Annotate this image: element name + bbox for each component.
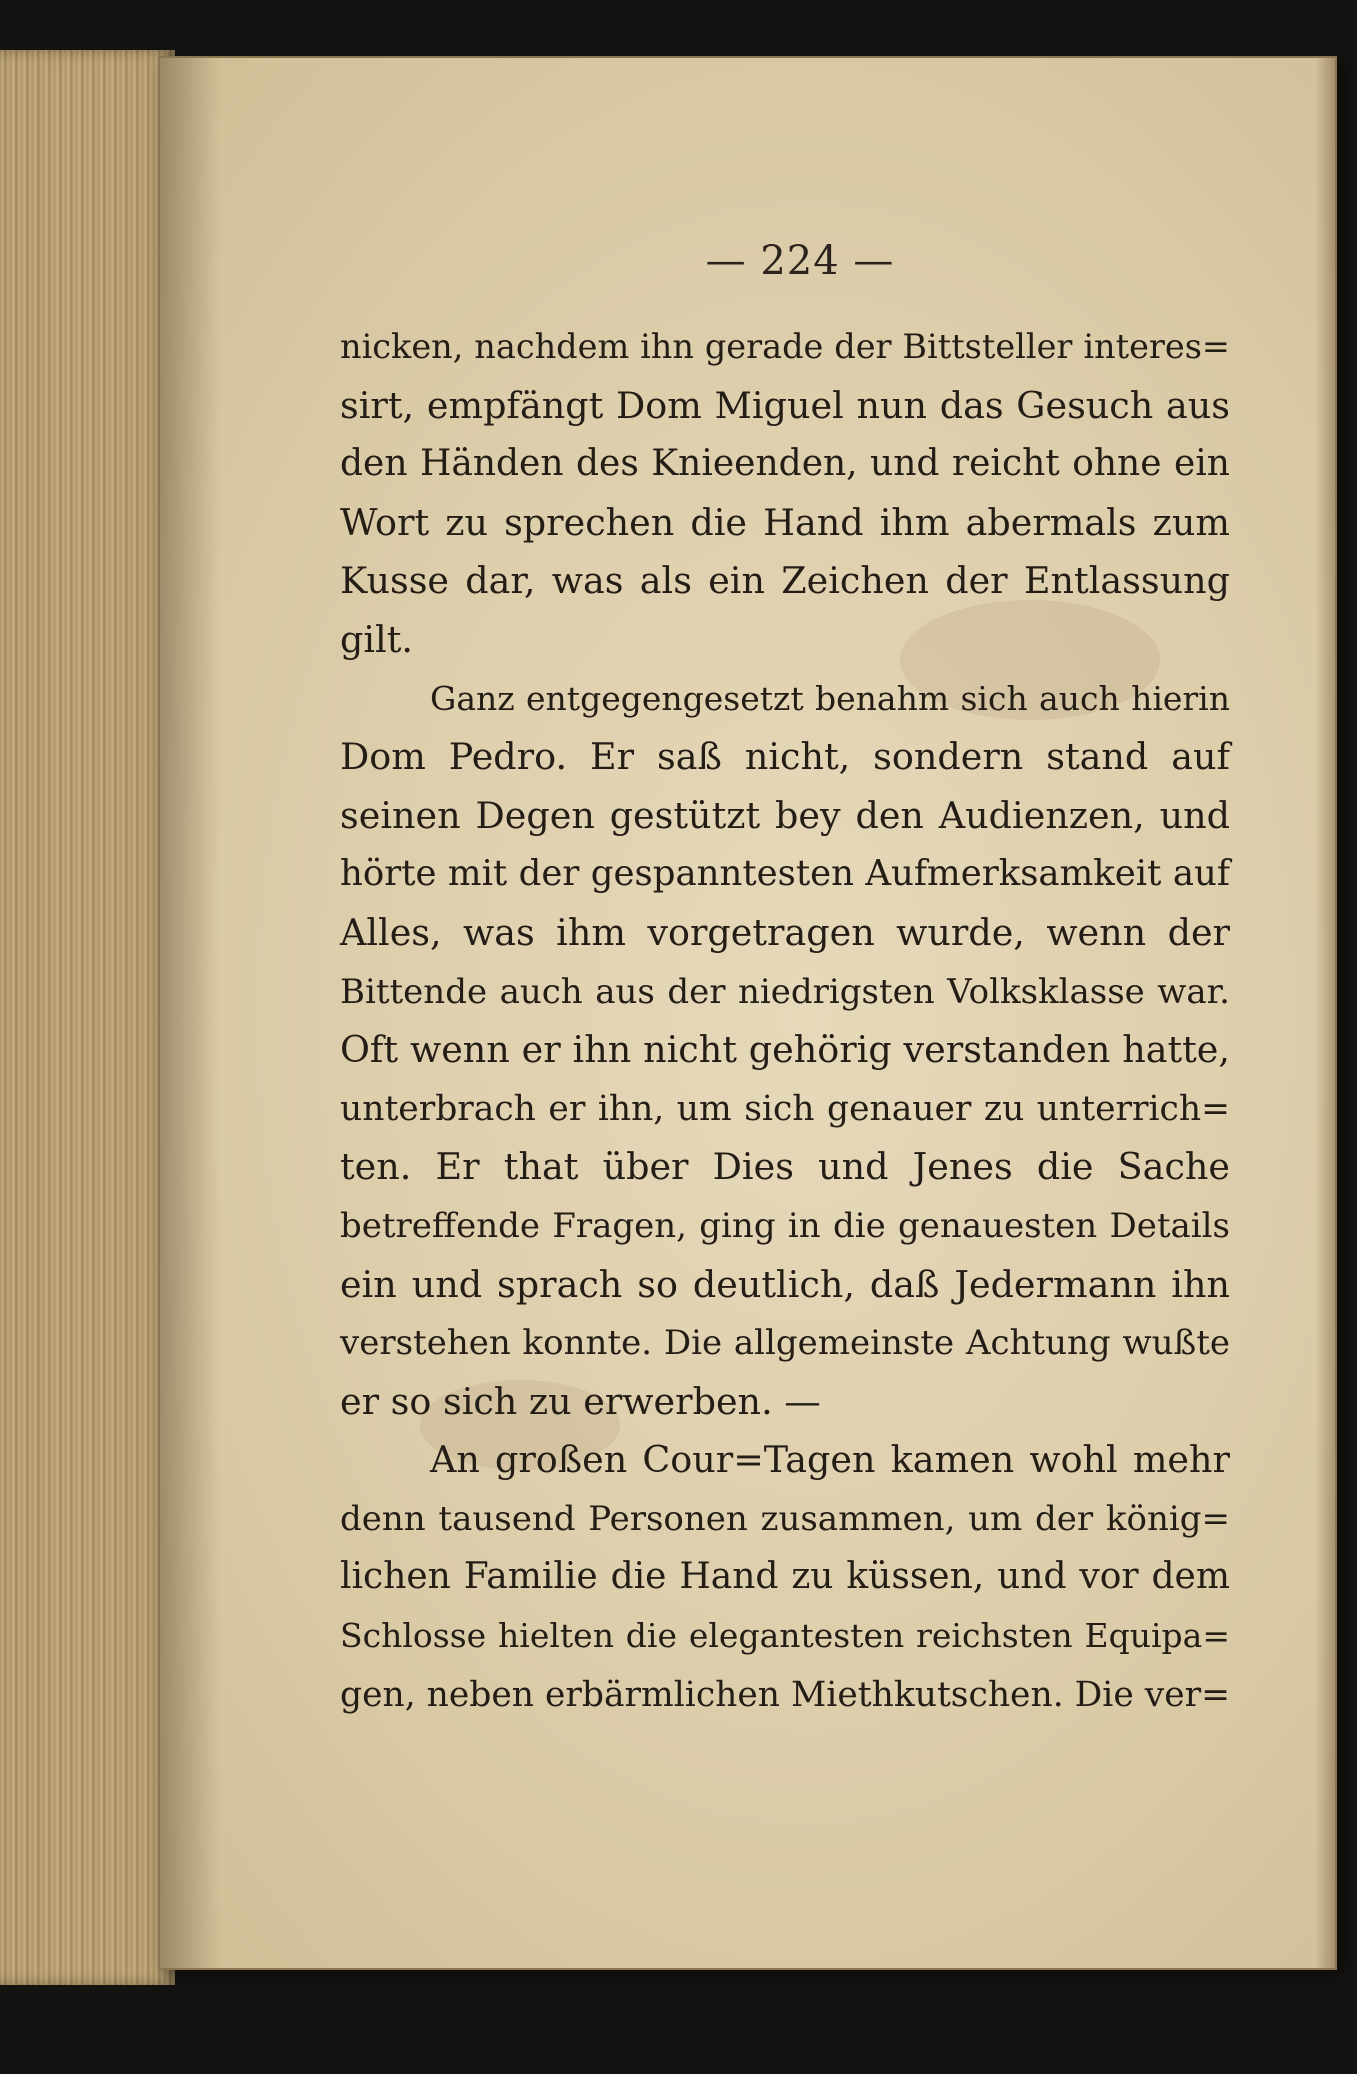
text-line: Oft wenn er ihn nicht gehörig verstanden hatte,: [340, 1028, 1230, 1072]
text-line: An großen Cour=Tagen kamen wohl mehr: [430, 1438, 1230, 1482]
text-line: gen, neben erbärmlichen Miethkutschen. Die ver=: [340, 1674, 1231, 1715]
page-right-edge: [1315, 58, 1335, 1968]
body-text: [340, 318, 1230, 1724]
text-line: ten. Er that über Dies und Jenes die Sache: [340, 1145, 1230, 1189]
text-line: Bittende auch aus der niedrigsten Volksklasse war.: [340, 971, 1230, 1012]
page-stack-edges: [0, 50, 175, 1985]
text-line: Kusse dar, was als ein Zeichen der Entlassung: [340, 559, 1230, 603]
text-line: er so sich zu erwerben. —: [340, 1379, 821, 1423]
text-line: nicken, nachdem ihn gerade der Bittsteller interes=: [340, 327, 1230, 366]
text-line: Wort zu sprechen die Hand ihm abermals zum: [340, 500, 1230, 544]
text-line: lichen Familie die Hand zu küssen, und vor dem: [340, 1556, 1230, 1598]
text-line: seinen Degen gestützt bey den Audienzen, und: [340, 793, 1230, 837]
page-number: — 224 —: [705, 238, 895, 284]
text-line: Schlosse hielten die elegantesten reichsten Equipa=: [340, 1616, 1230, 1656]
text-line: unterbrach er ihn, um sich genauer zu unterrich=: [340, 1088, 1230, 1129]
text-line: denn tausend Personen zusammen, um der könig=: [340, 1498, 1230, 1539]
text-line: sirt, empfängt Dom Miguel nun das Gesuch aus: [340, 383, 1230, 427]
text-line: gilt.: [340, 617, 413, 661]
text-line: betreffende Fragen, ging in die genauesten Details: [340, 1205, 1230, 1246]
text-line: hörte mit der gespanntesten Aufmerksamkeit auf: [340, 853, 1230, 895]
text-line: Ganz entgegengesetzt benahm sich auch hierin: [430, 678, 1230, 718]
text-line: Alles, was ihm vorgetragen wurde, wenn der: [340, 910, 1230, 954]
text-line: den Händen des Knieenden, und reicht ohne ein: [340, 443, 1230, 485]
text-line: Dom Pedro. Er saß nicht, sondern stand auf: [340, 735, 1230, 779]
text-line: verstehen konnte. Die allgemeinste Achtung wußte: [340, 1323, 1230, 1364]
spine-shadow: [160, 58, 220, 1968]
text-line: ein und sprach so deutlich, daß Jedermann ihn: [340, 1262, 1230, 1306]
